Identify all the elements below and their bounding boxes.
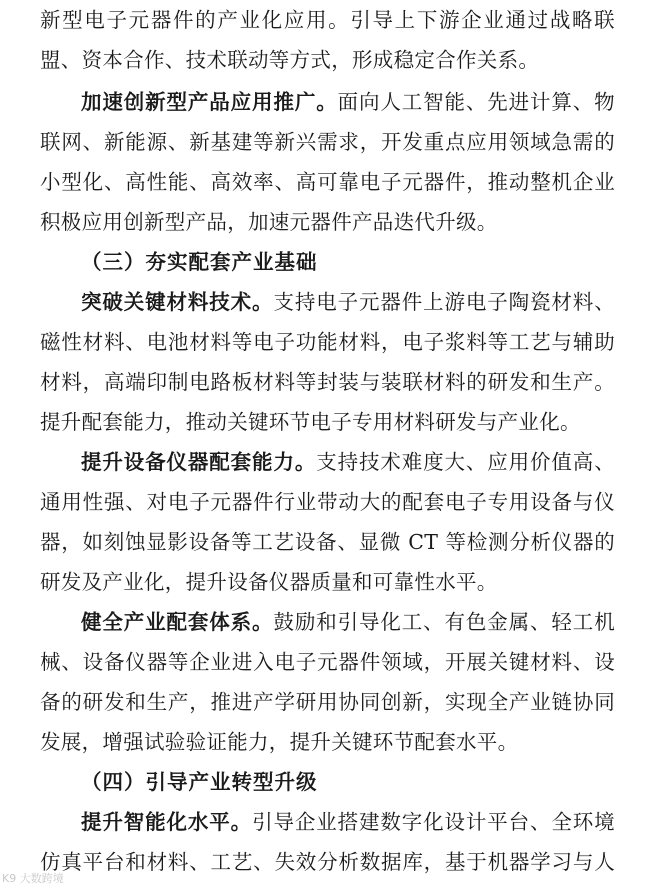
paragraph-line: 通用性强、对电子元器件行业带动大的配套电子专用设备与仪 (40, 490, 615, 514)
paragraph-first-line (81, 89, 615, 115)
paragraph-lead: 突破关键材料技术。 (81, 290, 274, 314)
paragraph-text: 引导企业搭建数字化设计平台、全环境 (252, 810, 615, 834)
paragraph-first-line (81, 809, 615, 835)
paragraph-line: 提升配套能力，推动关键环节电子专用材料研发与产业化。 (40, 410, 581, 434)
paragraph-line: 新型电子元器件的产业化应用。引导上下游企业通过战略联 (40, 8, 615, 32)
paragraph-line: 联网、新能源、新基建等新兴需求，开发重点应用领域急需的 (40, 130, 615, 154)
paragraph-text: 鼓励和引导化工、有色金属、轻工机 (273, 610, 615, 634)
paragraph-line: 小型化、高性能、高效率、高可靠电子元器件，推动整机企业 (40, 170, 615, 194)
paragraph-line: 材料，高端印制电路板材料等封装与装联材料的研发和生产。 (40, 370, 615, 394)
paragraph-line: 仿真平台和材料、工艺、失效分析数据库，基于机器学习与人 (40, 850, 615, 874)
section-heading: （四）引导产业转型升级 (81, 770, 318, 794)
section-heading: （三）夯实配套产业基础 (81, 250, 318, 274)
paragraph-text: 支持技术难度大、应用价值高、 (316, 450, 615, 474)
paragraph-line: 积极应用创新型产品，加速元器件产品迭代升级。 (40, 210, 498, 234)
paragraph-lead: 提升设备仪器配套能力。 (81, 450, 317, 474)
paragraph-line: 发展，增强试验验证能力，提升关键环节配套水平。 (40, 730, 519, 754)
paragraph-line: 研发及产业化，提升设备仪器质量和可靠性水平。 (40, 570, 498, 594)
paragraph-line: 器，如刻蚀显影设备等工艺设备、显微 CT 等检测分析仪器的 (40, 530, 615, 554)
paragraph-text: 面向人工智能、先进计算、物 (337, 90, 615, 114)
paragraph-line: 备的研发和生产，推进产学研用协同创新，实现全产业链协同 (40, 690, 615, 714)
paragraph-first-line (81, 289, 615, 315)
paragraph-first-line (81, 609, 615, 635)
paragraph-lead: 加速创新型产品应用推广。 (81, 90, 338, 114)
paragraph-lead: 提升智能化水平。 (81, 810, 253, 834)
paragraph-line: 磁性材料、电池材料等电子功能材料，电子浆料等工艺与辅助 (40, 330, 615, 354)
paragraph-line: 械、设备仪器等企业进入电子元器件领域，开展关键材料、设 (40, 650, 615, 674)
watermark-logo: K9 大数跨境 (2, 872, 64, 885)
paragraph-first-line (81, 449, 615, 475)
paragraph-line: 盟、资本合作、技术联动等方式，形成稳定合作关系。 (40, 48, 540, 72)
paragraph-text: 支持电子元器件上游电子陶瓷材料、 (273, 290, 615, 314)
paragraph-lead: 健全产业配套体系。 (81, 610, 274, 634)
